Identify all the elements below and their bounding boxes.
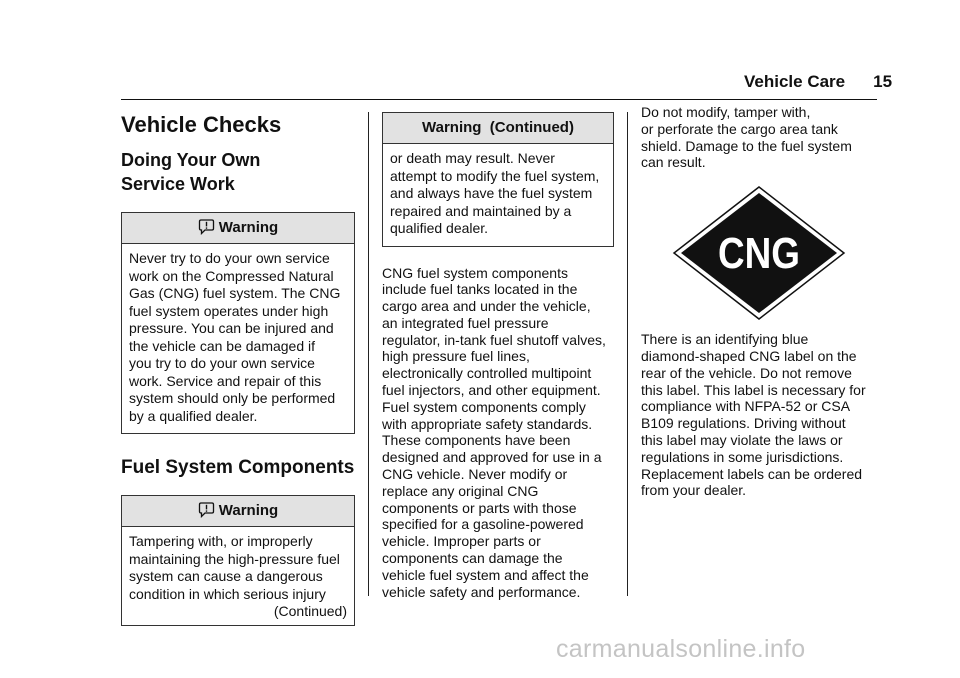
- paragraph-line: vehicle safety and performance.: [382, 583, 581, 600]
- cng-label-text: CNG: [718, 229, 800, 279]
- warning-heading: Warning: [218, 502, 279, 519]
- column-divider-2: [627, 112, 628, 596]
- paragraph-line: fuel injectors, and other equipment.: [382, 382, 601, 399]
- continued-label: (Continued): [273, 603, 347, 619]
- paragraph-line: Fuel system components comply: [382, 398, 586, 415]
- warning-line: Gas (CNG) fuel system. The CNG: [129, 285, 341, 301]
- warning-line: Never try to do your own service: [129, 250, 330, 266]
- warning-icon: [198, 501, 215, 518]
- warning-line: qualified dealer.: [390, 220, 489, 236]
- warning-box-continued: [382, 112, 614, 247]
- warning-box-1: [121, 212, 355, 434]
- paragraph-line: or perforate the cargo area tank: [641, 120, 838, 137]
- cng-diamond-label: [671, 185, 847, 321]
- warning-line: and always have the fuel system: [390, 185, 593, 201]
- paragraph-line: Replacement labels can be ordered: [641, 465, 863, 482]
- subsection-heading-line-2: Service Work: [121, 174, 235, 194]
- warning-header: [383, 113, 613, 144]
- warning-line: by a qualified dealer.: [129, 407, 258, 424]
- paragraph-line: Do not modify, tamper with,: [641, 104, 811, 120]
- warning-line: condition in which serious injury: [129, 585, 326, 602]
- header-divider: [121, 99, 877, 100]
- paragraph-line: CNG fuel system components: [382, 264, 568, 281]
- warning-line: pressure. You can be injured and: [129, 320, 334, 336]
- paragraph-line: These components have been: [382, 432, 571, 449]
- warning-line: Tampering with, or improperly: [129, 533, 313, 549]
- paragraph-line: components can damage the: [382, 550, 563, 567]
- warning-text: [383, 144, 613, 246]
- paragraph-line: specified for a gasoline-powered: [382, 516, 584, 533]
- column-2: [382, 112, 614, 600]
- warning-header: [122, 496, 354, 527]
- warning-icon: [198, 218, 215, 235]
- paragraph-line: with appropriate safety standards.: [382, 415, 593, 432]
- warning-line: or death may result. Never: [390, 150, 555, 166]
- paragraph-line: from your dealer.: [641, 482, 747, 499]
- warning-line: you try to do your own service: [129, 355, 315, 371]
- column-3: [641, 104, 877, 499]
- warning-line: system should only be performed: [129, 390, 336, 406]
- warning-box-2: [121, 495, 355, 626]
- watermark: carmanualsonline.info: [556, 635, 806, 663]
- paragraph-line: compliance with NFPA-52 or CSA: [641, 398, 851, 415]
- section-heading: Vehicle Checks: [121, 112, 282, 137]
- warning-line: repaired and maintained by a: [390, 202, 572, 219]
- paragraph-line: CNG vehicle. Never modify or: [382, 466, 568, 483]
- paragraph-line: shield. Damage to the fuel system: [641, 137, 852, 154]
- paragraph-line: rear of the vehicle. Do not remove: [641, 364, 852, 381]
- warning-line: the vehicle can be damaged if: [129, 337, 316, 354]
- section-title: Vehicle Care: [744, 72, 846, 91]
- paragraph-line: this label may violate the laws or: [641, 431, 843, 448]
- warning-text: [122, 244, 354, 433]
- fuel-system-heading: Fuel System Components: [121, 457, 355, 478]
- paragraph-line: components or parts with those: [382, 499, 577, 516]
- paragraph-line: high pressure fuel lines,: [382, 348, 530, 365]
- paragraph-line: regulator, in-tank fuel shutoff valves,: [382, 331, 606, 348]
- warning-heading: Warning (Continued): [422, 119, 574, 136]
- paragraph-line: can result.: [641, 154, 706, 171]
- paragraph-line: an integrated fuel pressure: [382, 314, 549, 331]
- warning-text: [122, 527, 354, 625]
- page-number: 15: [873, 72, 893, 91]
- warning-line: work on the Compressed Natural: [129, 267, 334, 284]
- warning-line: system can cause a dangerous: [129, 568, 323, 584]
- paragraph-line: designed and approved for use in a: [382, 449, 602, 466]
- paragraph-line: include fuel tanks located in the: [382, 281, 578, 298]
- warning-line: fuel system operates under high: [129, 302, 329, 319]
- column-divider-1: [368, 112, 369, 596]
- paragraph-line: diamond-shaped CNG label on the: [641, 347, 857, 364]
- paragraph-line: this label. This label is necessary for: [641, 381, 866, 398]
- warning-heading: Warning: [218, 219, 279, 236]
- paragraph-line: B109 regulations. Driving without: [641, 415, 846, 432]
- paragraph-line: regulations in some jurisdictions.: [641, 448, 844, 465]
- warning-header: [122, 213, 354, 244]
- warning-line: attempt to modify the fuel system,: [390, 167, 600, 184]
- paragraph-line: There is an identifying blue: [641, 331, 809, 348]
- paragraph-line: replace any original CNG: [382, 482, 539, 499]
- paragraph-line: vehicle fuel system and affect the: [382, 566, 589, 583]
- fuel-components-paragraph: [382, 265, 614, 601]
- warning-line: work. Service and repair of this: [129, 372, 322, 389]
- paragraph-line: electronically controlled multipoint: [382, 365, 592, 382]
- paragraph-line: vehicle. Improper parts or: [382, 533, 541, 550]
- paragraph-line: cargo area and under the vehicle,: [382, 298, 591, 315]
- column-1: [121, 112, 355, 626]
- subsection-heading-line-1: Doing Your Own: [121, 150, 261, 170]
- warning-line: maintaining the high-pressure fuel: [129, 550, 340, 567]
- page-header: [744, 72, 892, 92]
- cng-label-paragraph: [641, 331, 877, 499]
- tamper-warning-paragraph: [641, 104, 877, 171]
